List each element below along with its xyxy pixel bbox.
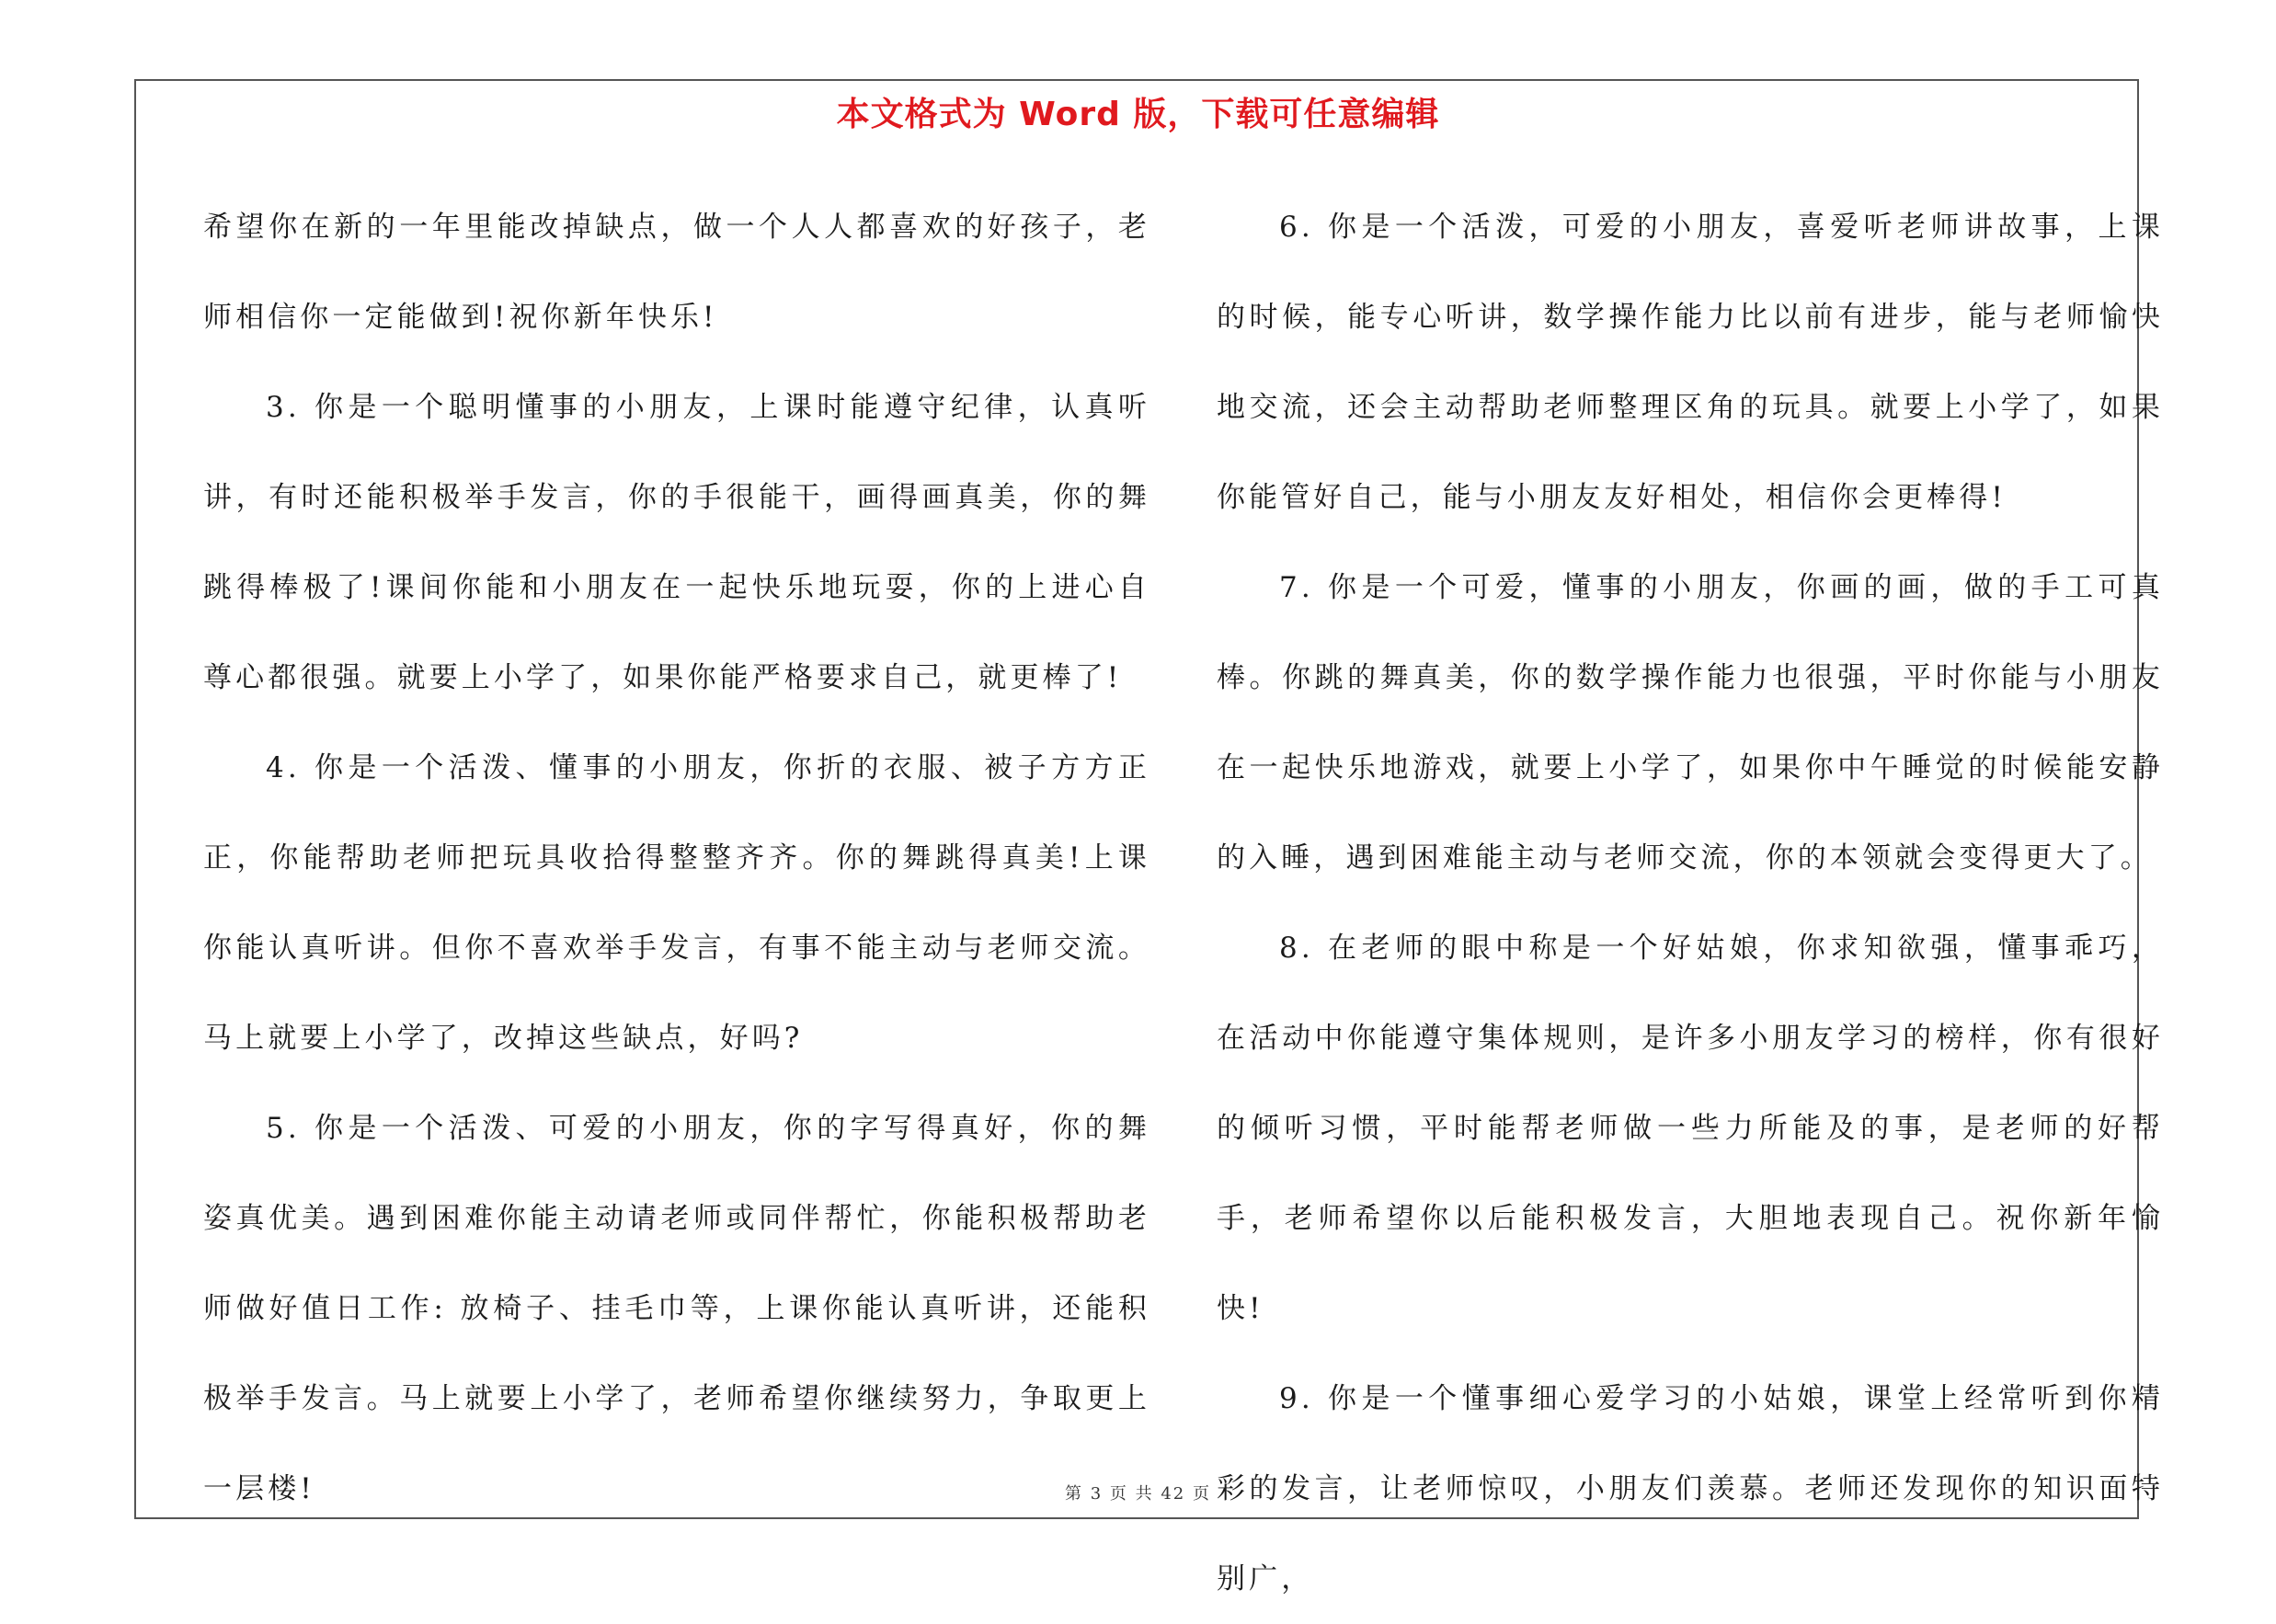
paragraph: 9. 你是一个懂事细心爱学习的小姑娘，课堂上经常听到你精彩的发言，让老师惊叹，小朋友们羡慕。老师还发现你的知识面特别广， <box>1217 1382 2164 1595</box>
paragraph: 3. 你是一个聪明懂事的小朋友，上课时能遵守纪律，认真听讲，有时还能积极举手发言，你的手很能干，画得画真美，你的舞跳得棒极了!课间你能和小朋友在一起快乐地玩耍，你的上进心自尊心都很强。就要上小学了，如果你能严格要求自己，就更棒了! <box>203 391 1150 694</box>
paragraph: 5. 你是一个活泼、可爱的小朋友，你的字写得真好，你的舞姿真优美。遇到困难你能主动请老师或同伴帮忙，你能积极帮助老师做好值日工作: 放椅子、挂毛巾等，上课你能认真听讲，还能积极举手发言。马上就要上小学了，老师希望你继续努力，争取更上一层楼! <box>203 1112 1150 1505</box>
paragraph: 4. 你是一个活泼、懂事的小朋友，你折的衣服、被子方方正正，你能帮助老师把玩具收拾得整整齐齐。你的舞跳得真美!上课你能认真听讲。但你不喜欢举手发言，有事不能主动与老师交流。马上就要上小学了，改掉这些缺点，好吗? <box>203 751 1150 1055</box>
right-text-column <box>1217 182 2164 1624</box>
left-text-column <box>203 182 1150 1534</box>
page-number-footer: 第 3 页 共 42 页 <box>1065 1484 1211 1504</box>
edit-notice-banner: 本文格式为 Word 版，下载可任意编辑 <box>836 96 1440 133</box>
paragraph: 希望你在新的一年里能改掉缺点，做一个人人都喜欢的好孩子，老师相信你一定能做到!祝你新年快乐! <box>203 211 1150 334</box>
paragraph: 7. 你是一个可爱，懂事的小朋友，你画的画，做的手工可真棒。你跳的舞真美，你的数学操作能力也很强，平时你能与小朋友在一起快乐地游戏，就要上小学了，如果你中午睡觉的时候能安静的入睡，遇到困难能主动与老师交流，你的本领就会变得更大了。 <box>1217 571 2164 875</box>
paragraph: 6. 你是一个活泼，可爱的小朋友，喜爱听老师讲故事，上课的时候，能专心听讲，数学操作能力比以前有进步，能与老师愉快地交流，还会主动帮助老师整理区角的玩具。就要上小学了，如果你能管好自己，能与小朋友友好相处，相信你会更棒得! <box>1217 211 2164 514</box>
paragraph: 8. 在老师的眼中称是一个好姑娘，你求知欲强，懂事乖巧，在活动中你能遵守集体规则，是许多小朋友学习的榜样，你有很好的倾听习惯，平时能帮老师做一些力所能及的事，是老师的好帮手，老师希望你以后能积极发言，大胆地表现自己。祝你新年愉快! <box>1217 932 2164 1325</box>
